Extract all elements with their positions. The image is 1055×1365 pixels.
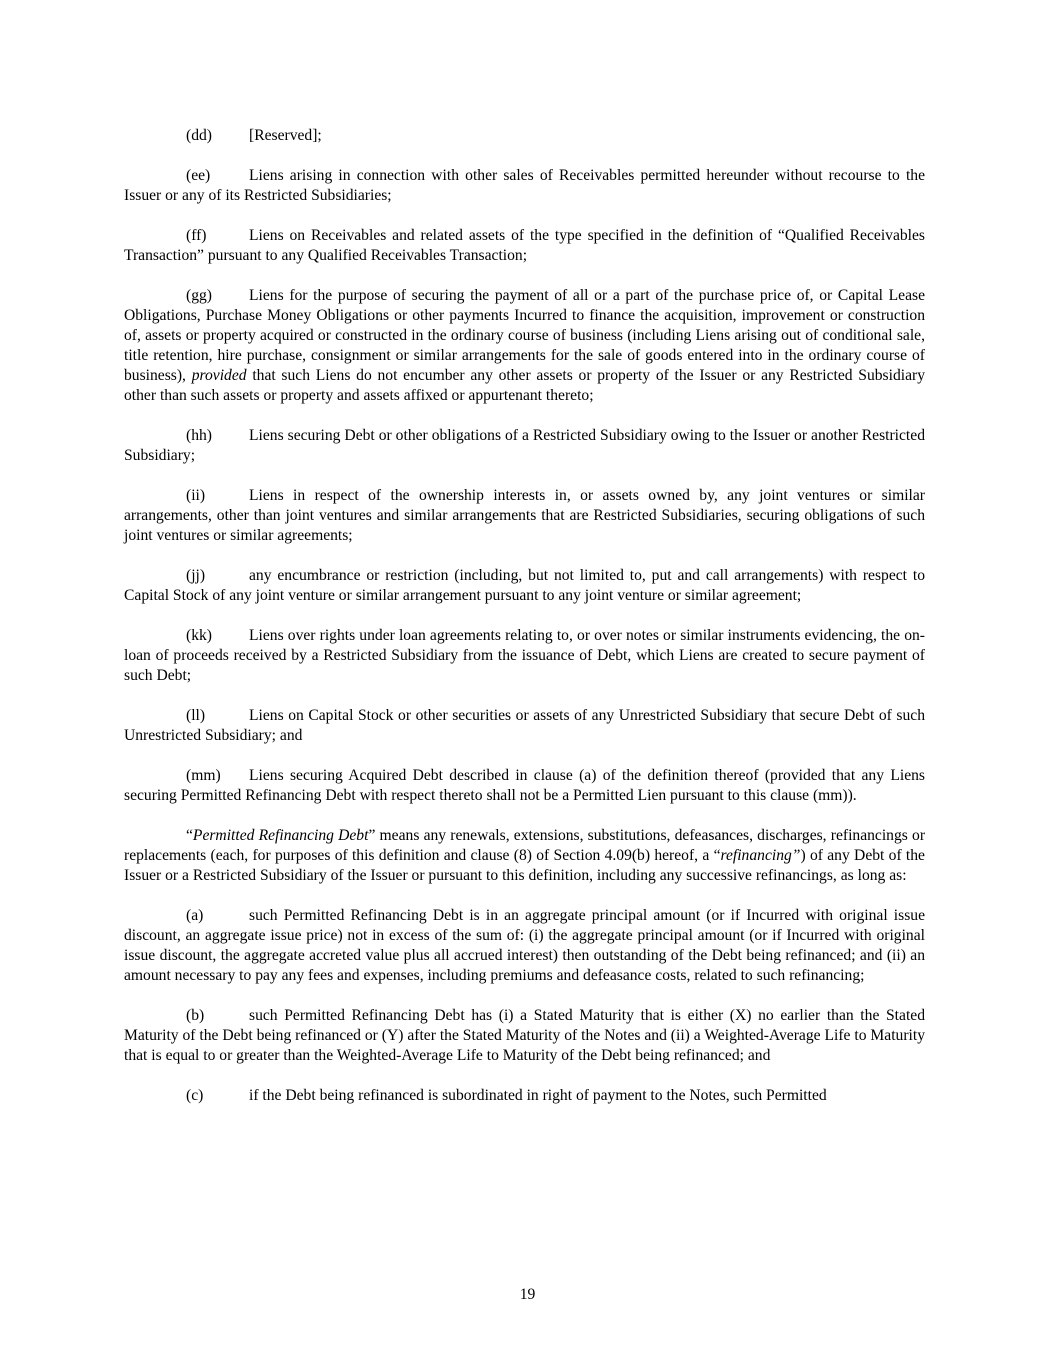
clause-label: (hh) [186,427,212,444]
clause-label: (a) [186,907,204,924]
clause-text: Liens securing Debt or other obligations of a Restricted Subsidiary owing to the Issuer or another Restricted Subsidiary; [124,427,925,464]
clause-label: (b) [186,1007,205,1024]
clause-text: such Permitted Refinancing Debt is in an aggregate principal amount (or if Incurred with original issue discount, an aggregate issue price) not in excess of the sum of: (i) the aggregate principal amount (or if Incurred with original issue discount, the aggregate accreted value plus all accrued interest) then outstanding of the Debt being refinanced; and (ii) an amount necessary to pay any fees and expenses, including premiums and defeasance costs, related to such refinancing; [124,907,925,984]
clause-ee [124,166,925,206]
clause-text: Liens on Receivables and related assets of the type specified in the definition of “Qualified Receivables Transaction” pursuant to any Qualified Receivables Transaction; [124,227,925,264]
clause-text: Liens in respect of the ownership interests in, or assets owned by, any joint ventures or similar arrangements, other than joint ventures and similar arrangements that are Restricted Subsidiaries, securing obligations of such joint ventures or similar agreements; [124,487,925,544]
clause-text: [Reserved]; [249,127,322,144]
clause-text: such Permitted Refinancing Debt has (i) a Stated Maturity that is either (X) no earlier than the Stated Maturity of the Debt being refinanced or (Y) after the Stated Maturity of the Notes and (ii) a Weighted-Average Life to Maturity that is equal to or greater than the Weighted-Average Life to Maturity of the Debt being refinanced; and [124,1007,925,1064]
definition-permitted-refinancing-debt [124,826,925,886]
clause-ll [124,706,925,746]
clause-ff [124,226,925,266]
clause-text: Liens over rights under loan agreements relating to, or over notes or similar instruments evidencing, the on-loan of proceeds received by a Restricted Subsidiary from the issuance of Debt, which Liens are created to secure payment of such Debt; [124,627,925,684]
document-page [124,126,925,1126]
clause-label: (ii) [186,487,206,504]
clause-text: that such Liens do not encumber any other assets or property of the Issuer or any Restricted Subsidiary other than such assets or property and assets affixed or appurtenant thereto; [124,367,925,404]
clause-a [124,906,925,986]
clause-label: (ff) [186,227,207,244]
clause-c [124,1086,925,1106]
clause-text: Liens arising in connection with other sales of Receivables permitted hereunder without recourse to the Issuer or any of its Restricted Subsidiaries; [124,167,925,204]
clause-text: Liens on Capital Stock or other securities or assets of any Unrestricted Subsidiary that secure Debt of such Unrestricted Subsidiary; and [124,707,925,744]
clause-label: (mm) [186,767,221,784]
definition-text: ” means any renewals, extensions, substitutions, defeasances, discharges, refinancings or replacements (each, for purposes of this definition and clause (8) of Section 4.09(b) hereof, a “ [124,827,926,864]
clause-text: Liens for the purpose of securing the payment of all or a part of the purchase price of, or Capital Lease Obligations, Purchase Money Obligations or other payments Incurred to finance the acquisition, improvement or construction of, assets or property acquired or constructed in the ordinary course of business (including Liens arising out of conditional sale, title retention, hire purchase, consignment or similar arrangements for the sale of goods entered into in the ordinary course of business), [124,287,925,384]
clause-mm [124,766,925,806]
clause-label: (ee) [186,167,211,184]
clause-text: if the Debt being refinanced is subordinated in right of payment to the Notes, such Permitted [249,1087,827,1104]
clause-b [124,1006,925,1066]
clause-jj [124,566,925,606]
clause-label: (c) [186,1087,204,1104]
clause-ii [124,486,925,546]
clause-label: (gg) [186,287,212,304]
clause-label: (ll) [186,707,206,724]
clause-text: Liens securing Acquired Debt described in clause (a) of the definition thereof (provided that any Liens securing Permitted Refinancing Debt with respect thereto shall not be a Permitted Lien pursuant to this clause (mm)). [124,767,925,804]
definition-open-quote: “ [186,827,193,844]
clause-label: (kk) [186,627,212,644]
clause-kk [124,626,925,686]
definition-term-refinancing: refinancing” [720,847,801,864]
clause-italic-term: provided [191,367,247,384]
definition-text: ) of any Debt of the Issuer or a Restricted Subsidiary of the Issuer or pursuant to this definition, including any successive refinancings, as long as: [124,847,925,884]
clause-hh [124,426,925,466]
clause-label: (jj) [186,567,206,584]
clause-dd [124,126,925,146]
clause-text: any encumbrance or restriction (including, but not limited to, put and call arrangements) with respect to Capital Stock of any joint venture or similar arrangement pursuant to any joint venture or similar agreement; [124,567,925,604]
clause-label: (dd) [186,127,212,144]
clause-gg [124,286,925,406]
definition-term: Permitted Refinancing Debt [192,827,369,844]
page-number: 19 [519,1286,536,1303]
